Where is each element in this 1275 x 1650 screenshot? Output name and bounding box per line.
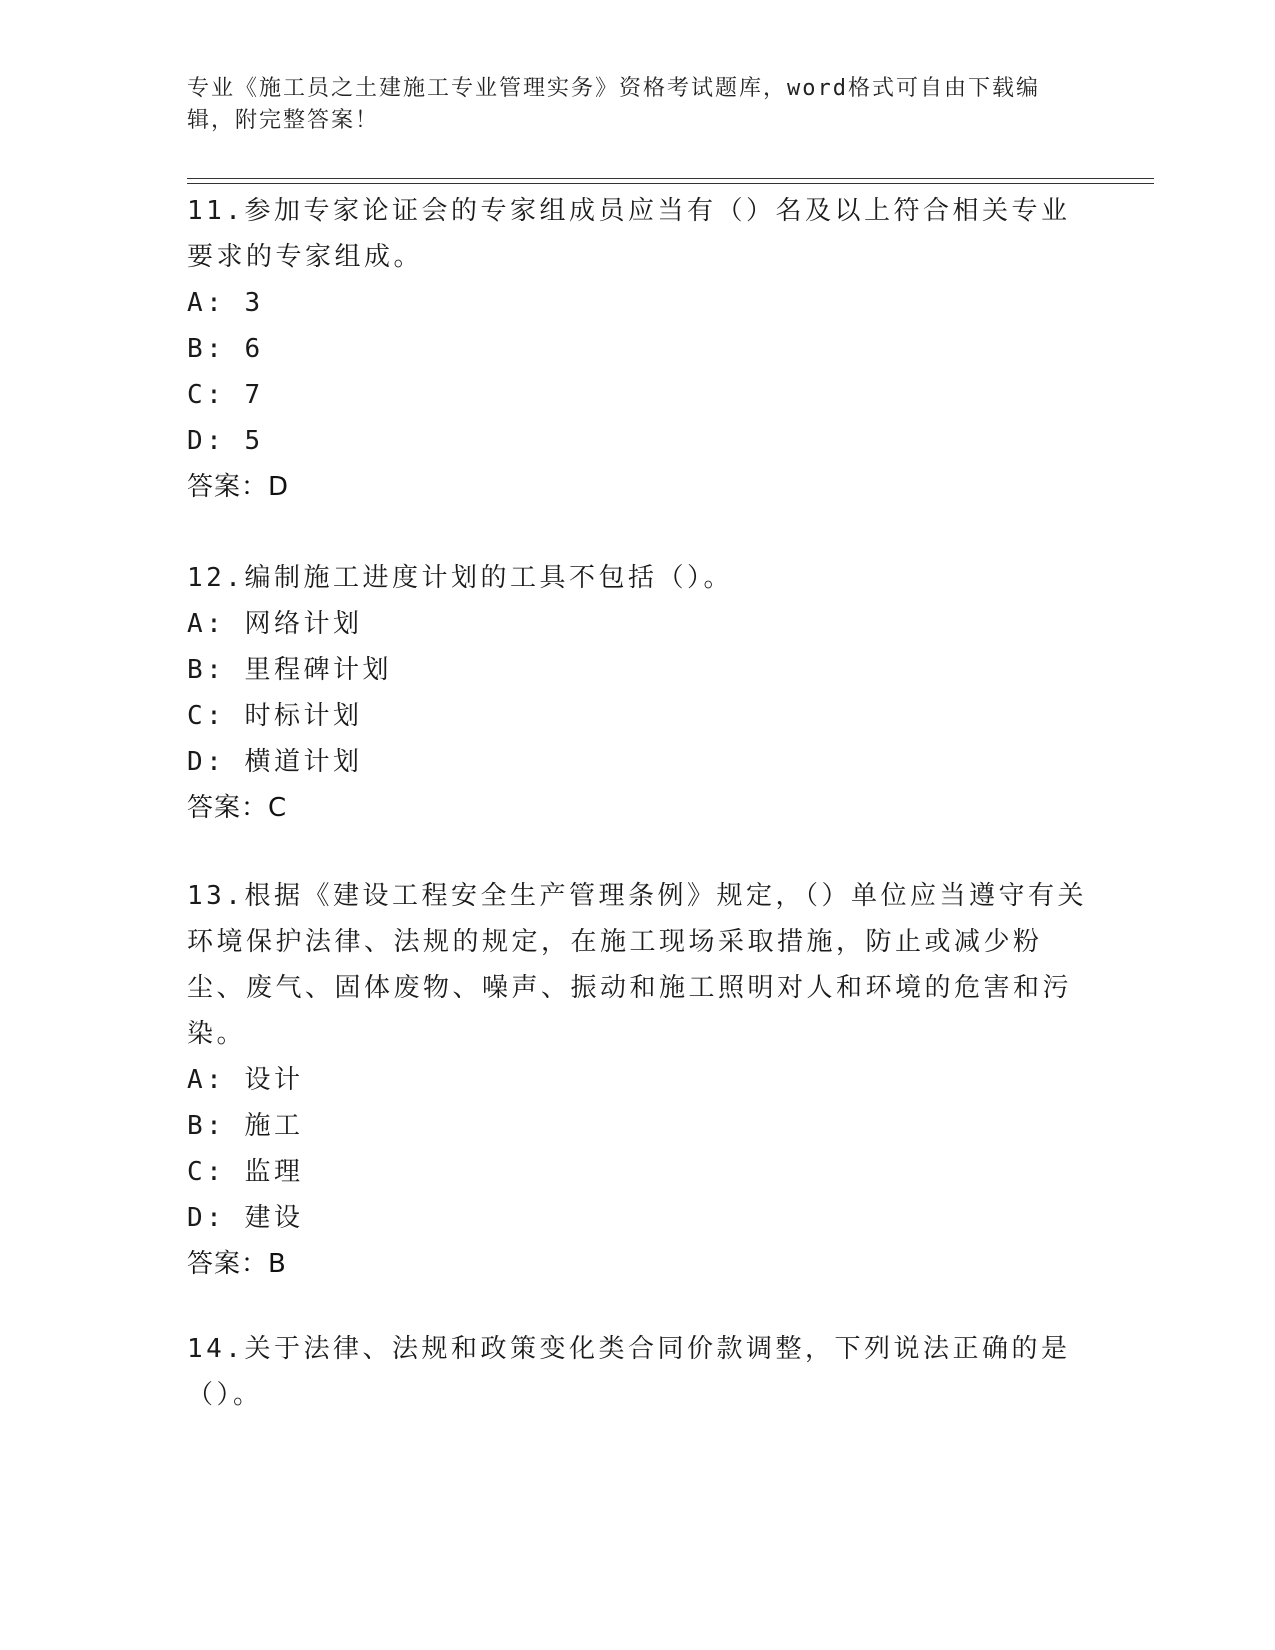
question-stem: 12.编制施工进度计划的工具不包括（）。 xyxy=(187,563,733,593)
option-d: D: 5 xyxy=(187,426,264,456)
question-11 xyxy=(187,188,1087,510)
option-c: C: 7 xyxy=(187,380,264,410)
question-stem: 14.关于法律、法规和政策变化类合同价款调整，下列说法正确的是（）。 xyxy=(187,1334,1071,1410)
option-d: D: 建设 xyxy=(187,1203,304,1233)
header-divider-top xyxy=(187,178,1154,179)
option-b: B: 施工 xyxy=(187,1111,304,1141)
answer-line: 答案：D xyxy=(187,472,290,502)
option-b: B: 6 xyxy=(187,334,264,364)
question-13 xyxy=(187,873,1087,1287)
option-b: B: 里程碑计划 xyxy=(187,655,392,685)
option-c: C: 时标计划 xyxy=(187,701,363,731)
header-divider-bottom xyxy=(187,183,1154,184)
option-a: A: 网络计划 xyxy=(187,609,363,639)
option-a: A: 设计 xyxy=(187,1065,304,1095)
question-stem: 13.根据《建设工程安全生产管理条例》规定，（）单位应当遵守有关环境保护法律、法规的规定，在施工现场采取措施，防止或减少粉尘、废气、固体废物、噪声、振动和施工照明对人和环境的危害和污染。 xyxy=(187,881,1087,1049)
question-stem: 11.参加专家论证会的专家组成员应当有（）名及以上符合相关专业要求的专家组成。 xyxy=(187,196,1071,272)
question-14 xyxy=(187,1326,1087,1418)
document-header: 专业《施工员之土建施工专业管理实务》资格考试题库，word格式可自由下载编辑，附完整答案！ xyxy=(187,76,1040,133)
option-a: A: 3 xyxy=(187,288,264,318)
answer-line: 答案：B xyxy=(187,1249,287,1279)
answer-line: 答案：C xyxy=(187,793,288,823)
question-12 xyxy=(187,555,1087,831)
option-d: D: 横道计划 xyxy=(187,747,363,777)
option-c: C: 监理 xyxy=(187,1157,304,1187)
